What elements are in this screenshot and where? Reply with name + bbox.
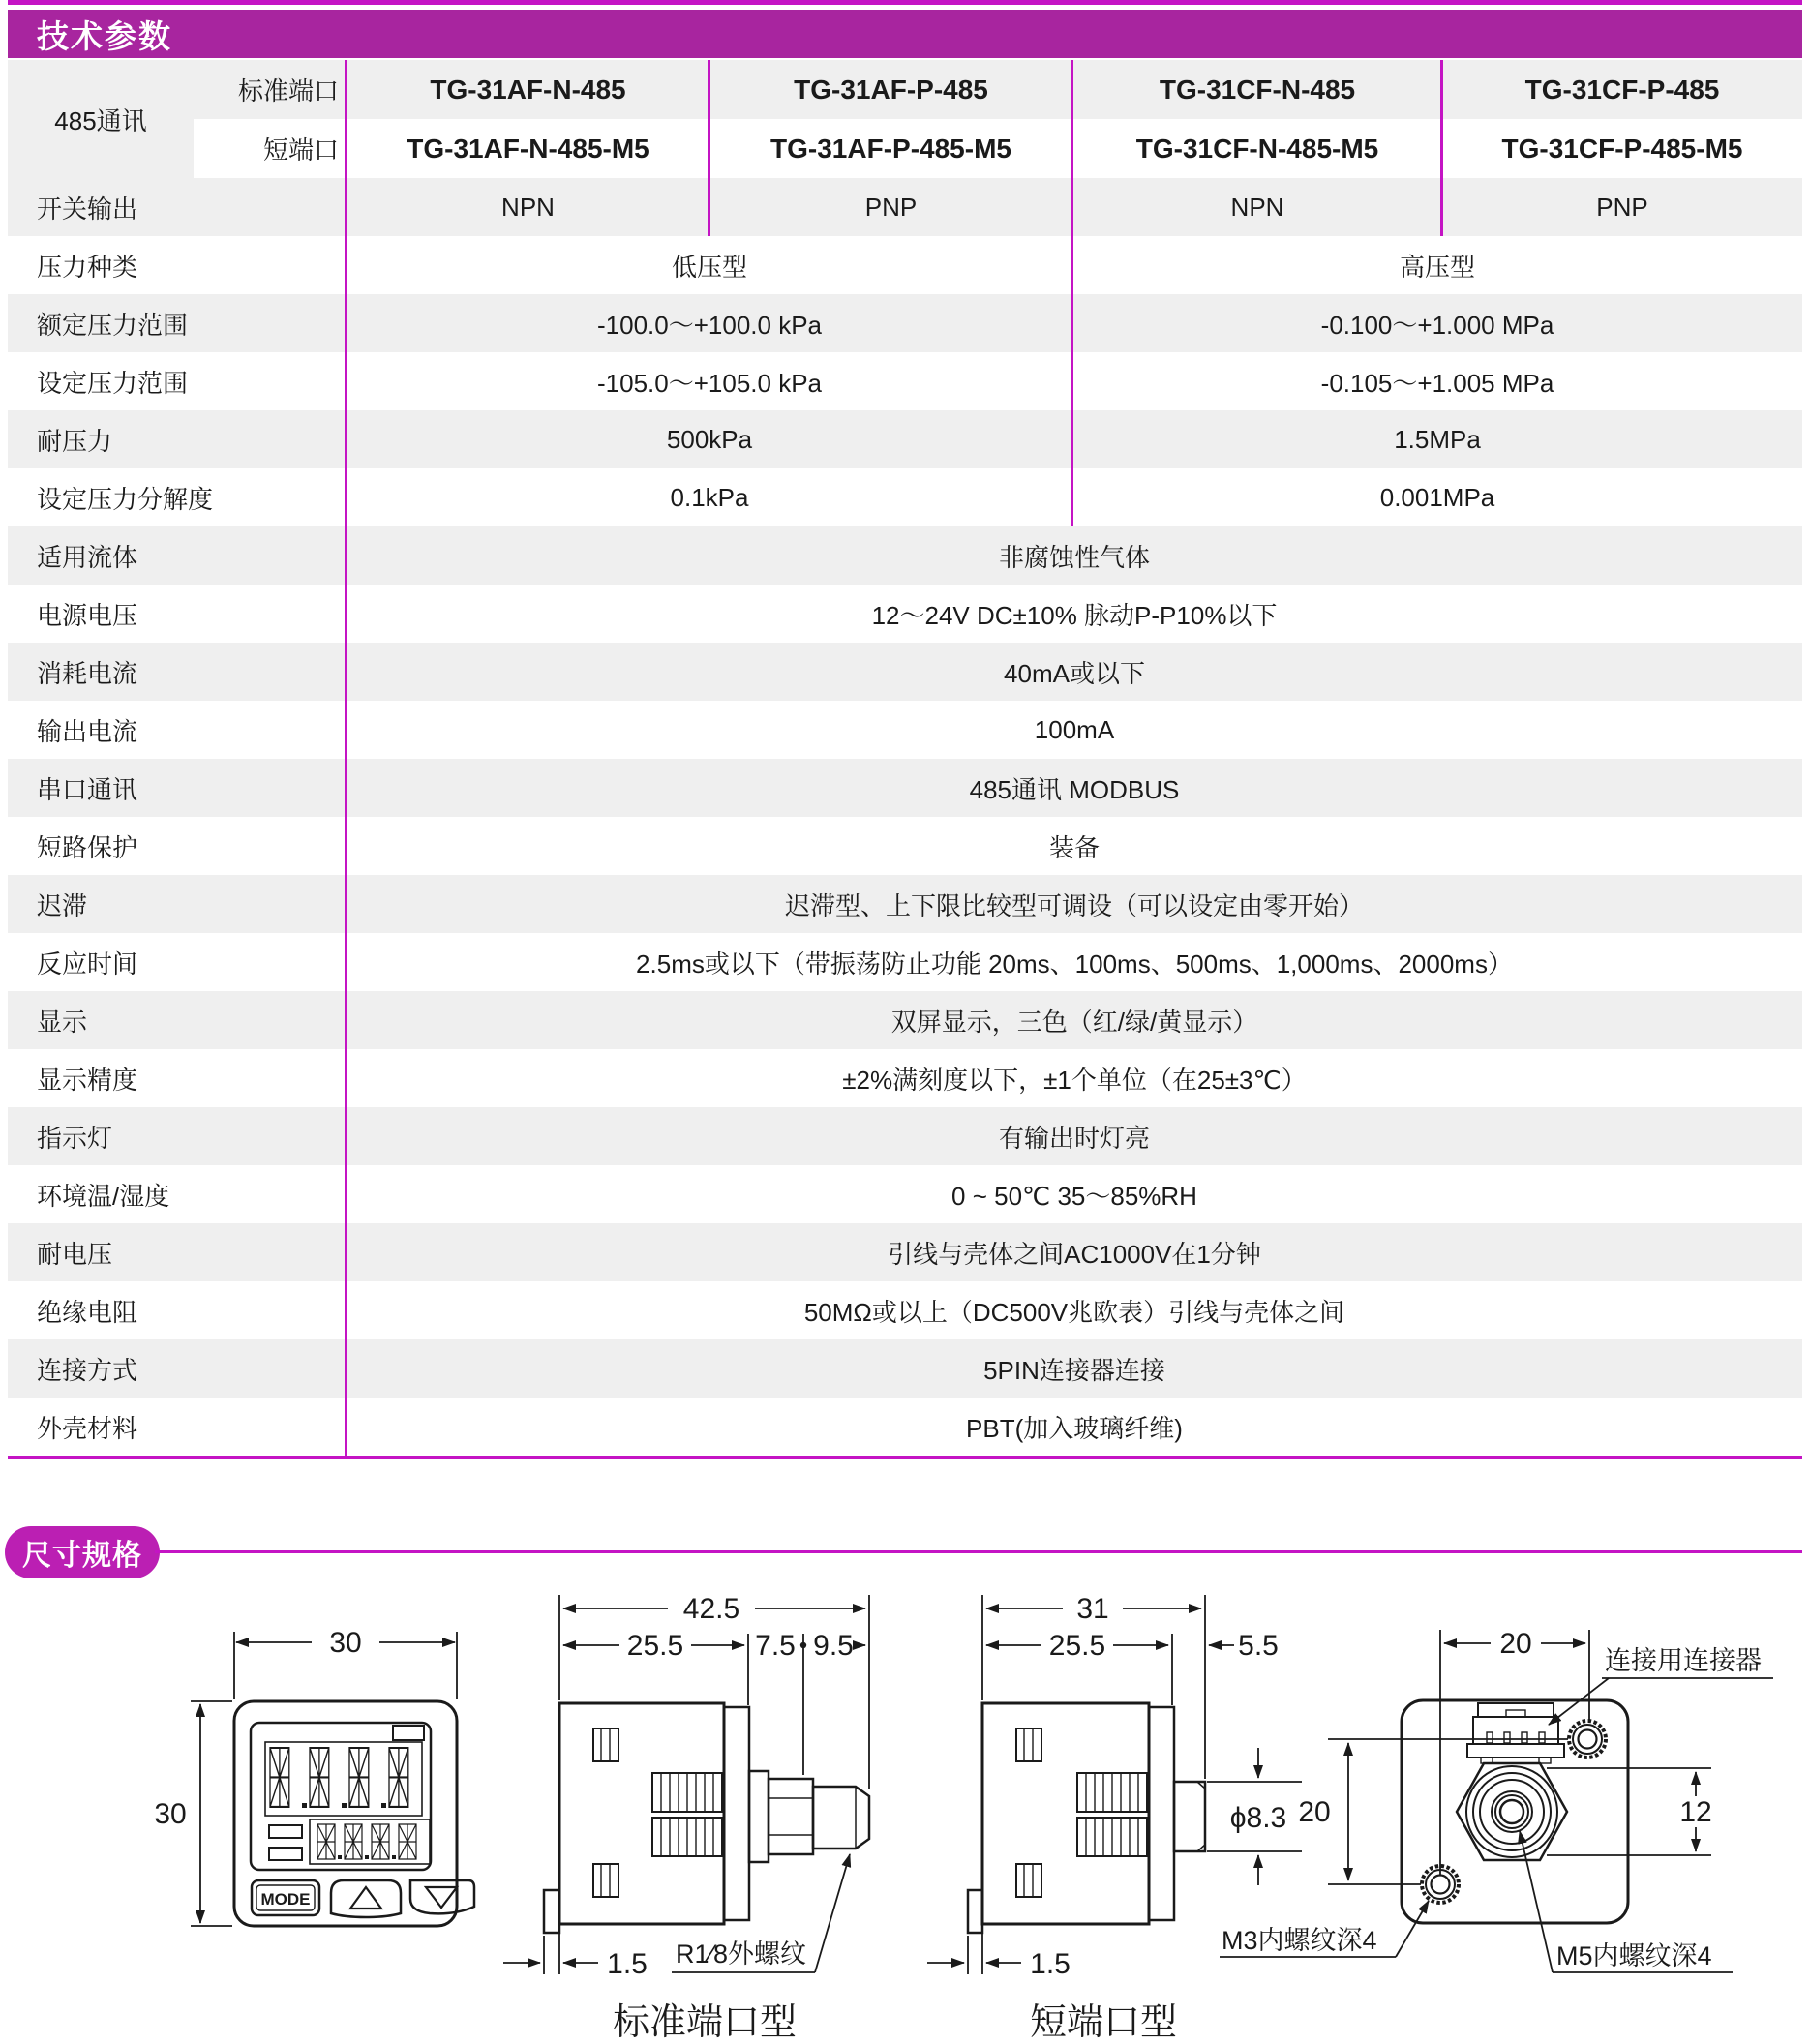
dim-short-total: 31: [1076, 1593, 1109, 1625]
spec-value: 1.5MPa: [1394, 424, 1481, 454]
spec-value: -0.105～+1.005 MPa: [1320, 368, 1554, 398]
table-row: [8, 1107, 1802, 1165]
spec-label: 电源电压: [37, 600, 138, 630]
spec-table: [8, 60, 1802, 1459]
svg-text:MODE: MODE: [260, 1890, 311, 1909]
dim-std-tab: 1.5: [607, 1948, 648, 1980]
table-row: [8, 178, 1802, 236]
table-row: [8, 1281, 1802, 1339]
spec-value: 50MΩ或以上（DC500V兆欧表）引线与壳体之间: [803, 1297, 1345, 1327]
spec-value: PNP: [864, 192, 918, 222]
divider-line: [345, 60, 347, 1456]
top-rule: [8, 0, 1802, 5]
short-port-drawing: [927, 1593, 1302, 2043]
spec-label: 串口通讯: [37, 774, 138, 804]
page-title: 技术参数: [37, 17, 172, 54]
dim-short-dia: ϕ8.3: [1229, 1802, 1287, 1834]
spec-value: ±2%满刻度以下，±1个单位（在25±3℃）: [842, 1065, 1307, 1095]
connector-note: 连接用连接器: [1605, 1646, 1762, 1675]
back-view-drawing: [1220, 1628, 1773, 1972]
spec-value: 低压型: [671, 252, 747, 282]
dim-back-pitch-h: 20: [1499, 1628, 1532, 1660]
spec-label: 输出电流: [37, 716, 138, 746]
spec-value: 500kPa: [666, 424, 753, 454]
spec-label: 迟滞: [37, 890, 88, 920]
dim-short-tab: 1.5: [1030, 1948, 1071, 1980]
m5-note: M5内螺纹深4: [1556, 1941, 1712, 1970]
spec-label: 指示灯: [37, 1123, 113, 1153]
table-row: [8, 119, 1802, 178]
dim-std-body: 25.5: [626, 1630, 684, 1662]
spec-label: 外壳材料: [37, 1413, 138, 1443]
dim-std-mid: 7.5: [755, 1630, 796, 1662]
spec-value: -0.100～+1.000 MPa: [1320, 310, 1554, 340]
model-cell: TG-31AF-N-485: [430, 74, 626, 105]
spec-value: 12～24V DC±10% 脉动P-P10%以下: [871, 600, 1278, 630]
m5-hex-boss: [1457, 1763, 1567, 1860]
thread-tip: [813, 1787, 869, 1849]
main-display-digits: [270, 1748, 408, 1808]
table-row: [8, 875, 1802, 933]
short-nipple: [1174, 1782, 1205, 1851]
dim-front-width: 30: [329, 1627, 362, 1659]
table-row: [8, 410, 1802, 468]
model-cell: TG-31AF-N-485-M5: [407, 133, 649, 164]
dim-back-hex: 12: [1679, 1796, 1712, 1828]
mode-button-glyph: [252, 1880, 319, 1915]
dim-short-tip: 5.5: [1238, 1630, 1279, 1662]
status-bar-glyph: [269, 1825, 302, 1838]
spec-value: 0 ~ 50℃ 35～85%RH: [951, 1181, 1197, 1211]
caption-standard-port: 标准端口型: [612, 2002, 798, 2043]
spec-label: 设定压力分解度: [37, 484, 214, 514]
thread-note: R1⁄8外螺纹: [676, 1939, 807, 1969]
spec-label: 设定压力范围: [37, 368, 189, 398]
divider-line: [708, 60, 710, 236]
model-cell: TG-31CF-N-485: [1159, 74, 1356, 105]
spec-value: 40mA或以下: [1004, 658, 1145, 688]
table-row: [8, 817, 1802, 875]
spec-value: 双屏显示，三色（红/绿/黄显示）: [890, 1007, 1258, 1037]
divider-line: [1071, 60, 1073, 526]
spec-label: 开关输出: [37, 194, 138, 224]
spec-value: 485通讯 MODBUS: [969, 774, 1180, 804]
model-number-block: [8, 60, 1802, 178]
table-row: [8, 759, 1802, 817]
table-row: [8, 1398, 1802, 1456]
spec-value: 有输出时灯亮: [998, 1123, 1150, 1153]
spec-value: 100mA: [1034, 714, 1115, 744]
spec-label: 环境温/湿度: [37, 1181, 170, 1211]
spec-value: NPN: [501, 192, 555, 222]
spec-value: 高压型: [1399, 252, 1475, 282]
model-cell: TG-31CF-P-485: [1524, 74, 1720, 105]
table-row: [8, 352, 1802, 410]
front-view-drawing: [154, 1627, 474, 1926]
table-row: [8, 1339, 1802, 1398]
table-row: [8, 236, 1802, 294]
status-bar-glyph: [269, 1848, 302, 1860]
table-row: [8, 526, 1802, 585]
spec-value: PBT(加入玻璃纤维): [966, 1413, 1183, 1443]
m3-note: M3内螺纹深4: [1222, 1926, 1377, 1955]
spec-value: -100.0～+100.0 kPa: [597, 310, 822, 340]
port-label: 短端口: [262, 135, 339, 165]
spec-value: 非腐蚀性气体: [998, 542, 1150, 572]
spec-value: -105.0～+105.0 kPa: [597, 368, 822, 398]
spec-label: 绝缘电阻: [37, 1297, 138, 1327]
caption-short-port: 短端口型: [1029, 2002, 1178, 2043]
table-row: [8, 294, 1802, 352]
badge-rule-line: [155, 1550, 1802, 1553]
dim-std-total: 42.5: [682, 1593, 740, 1625]
spec-label: 显示: [37, 1007, 88, 1037]
spec-value: PNP: [1596, 192, 1648, 222]
spec-label: 耐压力: [37, 426, 113, 456]
dim-front-height: 30: [154, 1798, 187, 1830]
spec-label: 耐电压: [37, 1239, 113, 1269]
table-row: [8, 933, 1802, 991]
dim-back-pitch-v: 20: [1298, 1796, 1331, 1828]
spec-label: 显示精度: [37, 1065, 138, 1095]
table-row: [8, 991, 1802, 1049]
table-row: [8, 60, 1802, 119]
section-badge-dimensions: 尺寸规格: [5, 1526, 160, 1578]
model-cell: TG-31CF-N-485-M5: [1135, 133, 1379, 164]
up-button-glyph: [331, 1880, 401, 1917]
divider-line: [1440, 60, 1443, 236]
mount-tab: [544, 1890, 559, 1933]
spec-label: 消耗电流: [37, 658, 138, 688]
comm-cell: 485通讯: [8, 60, 194, 178]
spec-value: 迟滞型、上下限比较型可调设（可以设定由零开始）: [784, 890, 1364, 920]
spec-label: 压力种类: [37, 252, 138, 282]
model-cell: TG-31AF-P-485: [794, 74, 988, 105]
table-row: [8, 585, 1802, 643]
model-cell: TG-31CF-P-485-M5: [1501, 133, 1743, 164]
table-row: [8, 643, 1802, 701]
down-button-glyph: [410, 1880, 474, 1913]
dimension-drawings: [0, 1587, 1810, 2044]
spec-label: 额定压力范围: [37, 310, 189, 340]
section-header-tech-params: [8, 10, 1802, 58]
table-row: [8, 701, 1802, 759]
spec-value: 5PIN连接器连接: [983, 1355, 1165, 1385]
mount-tab: [968, 1890, 982, 1933]
table-row: [8, 1049, 1802, 1107]
spec-value: 0.001MPa: [1379, 482, 1495, 512]
connector-glyph: [1467, 1703, 1564, 1763]
spec-label: 短路保护: [37, 832, 138, 862]
spec-label: 适用流体: [37, 542, 138, 572]
table-row: [8, 468, 1802, 526]
table-row: [8, 1223, 1802, 1281]
spec-value: 引线与壳体之间AC1000V在1分钟: [888, 1239, 1261, 1269]
standard-port-drawing: [503, 1593, 869, 2043]
dim-std-tip: 9.5: [813, 1630, 854, 1662]
spec-value: 0.1kPa: [670, 482, 749, 512]
spec-value: 2.5ms或以下（带振荡防止功能 20ms、100ms、500ms、1,000ms、2000ms）: [636, 948, 1513, 978]
dim-short-body: 25.5: [1048, 1630, 1106, 1662]
table-row: [8, 1165, 1802, 1223]
m3-hole-top-right: [1569, 1721, 1606, 1758]
spec-value: NPN: [1230, 192, 1284, 222]
model-cell: TG-31AF-P-485-M5: [770, 133, 1011, 164]
port-label: 标准端口: [237, 76, 339, 105]
spec-value: 装备: [1048, 832, 1100, 862]
indicator-glyph: [393, 1726, 424, 1740]
sub-display-digits: [317, 1824, 416, 1859]
spec-label: 反应时间: [37, 948, 138, 978]
spec-label: 连接方式: [37, 1355, 138, 1385]
